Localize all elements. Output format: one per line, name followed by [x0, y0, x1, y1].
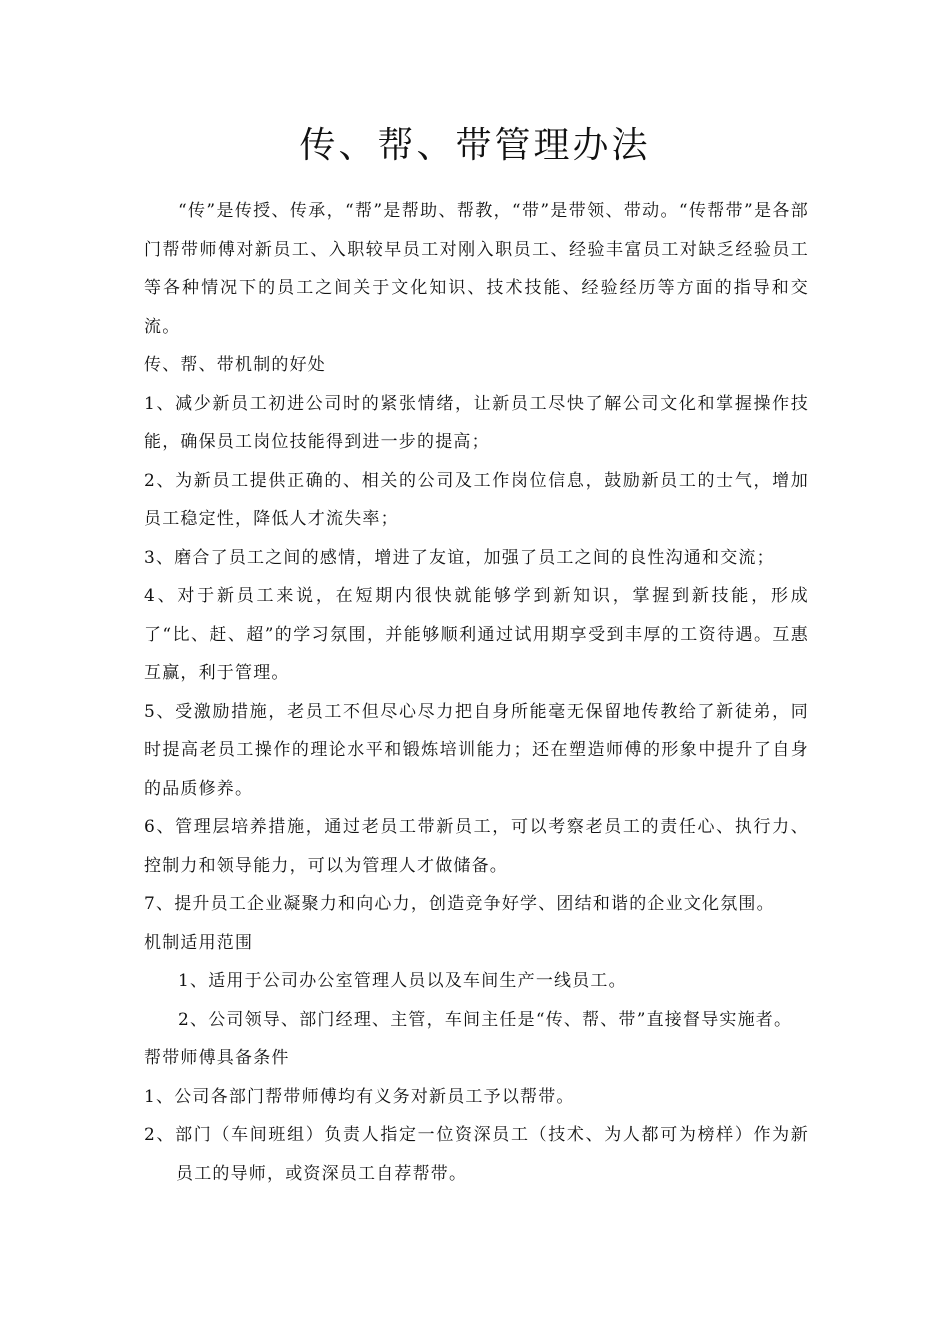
list-item: 2、为新员工提供正确的、相关的公司及工作岗位信息，鼓励新员工的士气，增加员工稳定性，降低人才流失率； — [144, 470, 809, 529]
list-item: 2、公司领导、部门经理、主管，车间主任是“传、帮、带”直接督导实施者。 — [178, 1009, 793, 1030]
list-item: 2、部门（车间班组）负责人指定一位资深员工（技术、为人都可为榜样）作为新员工的导师，或资深员工自荐帮带。 — [144, 1125, 809, 1184]
list-item: 1、公司各部门帮带师傅均有义务对新员工予以帮带。 — [144, 1086, 575, 1107]
intro-paragraph: “传”是传授、传承，“帮”是帮助、帮教，“带”是带领、带动。“传帮带”是各部门帮带师傅对新员工、入职较早员工对刚入职员工、经验丰富员工对缺乏经验员工等各种情况下的员工之间关于文化知识、技术技能、经验经历等方面的指导和交流。 — [144, 201, 809, 337]
document-body — [144, 192, 809, 1193]
section-heading-mentor-conditions: 帮带师傅具备条件 — [144, 1048, 290, 1068]
list-item: 7、提升员工企业凝聚力和向心力，创造竞争好学、团结和谐的企业文化氛围。 — [144, 894, 775, 914]
section-heading-benefits: 传、帮、带机制的好处 — [144, 355, 326, 375]
list-item: 4、对于新员工来说，在短期内很快就能够学到新知识，掌握到新技能，形成了“比、赶、超”的学习氛围，并能够顺利通过试用期享受到丰厚的工资待遇。互惠互赢，利于管理。 — [144, 586, 809, 683]
list-item: 3、磨合了员工之间的感情，增进了友谊，加强了员工之间的良性沟通和交流； — [144, 547, 775, 568]
list-item: 5、受激励措施，老员工不但尽心尽力把自身所能毫无保留地传教给了新徒弟，同时提高老员工操作的理论水平和锻炼培训能力；还在塑造师傅的形象中提升了自身的品质修养。 — [144, 701, 809, 799]
list-item: 1、减少新员工初进公司时的紧张情绪，让新员工尽快了解公司文化和掌握操作技能，确保员工岗位技能得到进一步的提高； — [144, 393, 809, 452]
section-heading-scope: 机制适用范围 — [144, 932, 254, 953]
list-item: 1、适用于公司办公室管理人员以及车间生产一线员工。 — [178, 971, 627, 991]
list-item: 6、管理层培养措施，通过老员工带新员工，可以考察老员工的责任心、执行力、控制力和领导能力，可以为管理人才做储备。 — [144, 817, 809, 876]
document-title: 传、帮、带管理办法 — [299, 125, 651, 167]
